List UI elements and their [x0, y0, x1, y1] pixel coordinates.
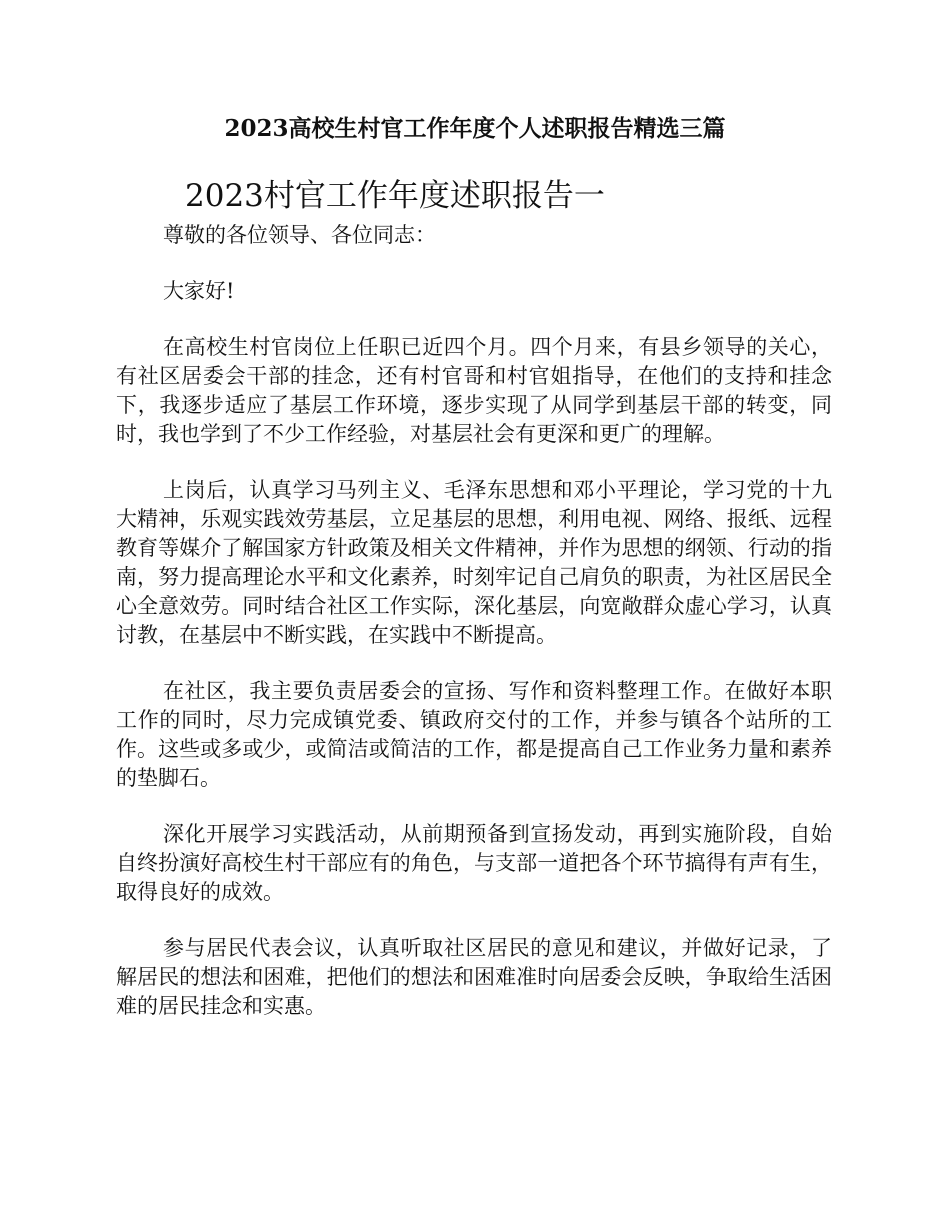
section-heading: 2023村官工作年度述职报告一	[185, 178, 605, 214]
paragraph-5: 参与居民代表会议，认真听取社区居民的意见和建议，并做好记录，了解居民的想法和困难，把他们的想法和困难准时向居委会反映，争取给生活困难的居民挂念和实惠。	[116, 936, 832, 1018]
document-body	[116, 218, 832, 1048]
salutation: 尊敬的各位领导、各位同志：	[163, 223, 436, 247]
paragraph-1: 在高校生村官岗位上任职已近四个月。四个月来，有县乡领导的关心，有社区居委会干部的挂念，还有村官哥和村官姐指导，在他们的支持和挂念下，我逐步适应了基层工作环境，逐步实现了从同学到基层干部的转变，同时，我也学到了不少工作经验，对基层社会有更深和更广的理解。	[116, 335, 832, 446]
paragraph-2: 上岗后，认真学习马列主义、毛泽东思想和邓小平理论，学习党的十九大精神，乐观实践效劳基层，立足基层的思想，利用电视、网络、报纸、远程教育等媒介了解国家方针政策及相关文件精神，并作为思想的纲领、行动的指南，努力提高理论水平和文化素养，时刻牢记自己肩负的职责，为社区居民全心全意效劳。同时结合社区工作实际，深化基层，向宽敞群众虚心学习，认真讨教，在基层中不断实践，在实践中不断提高。	[116, 478, 832, 647]
document-title: 2023高校生村官工作年度个人述职报告精选三篇	[224, 115, 726, 142]
paragraph-4: 深化开展学习实践活动，从前期预备到宣扬发动，再到实施阶段，自始自终扮演好高校生村干部应有的角色，与支部一道把各个环节搞得有声有生，取得良好的成效。	[116, 822, 832, 904]
greeting: 大家好!	[163, 279, 235, 303]
paragraph-3: 在社区，我主要负责居委会的宣扬、写作和资料整理工作。在做好本职工作的同时，尽力完成镇党委、镇政府交付的工作，并参与镇各个站所的工作。这些或多或少，或简洁或简洁的工作，都是提高自己工作业务力量和素养的垫脚石。	[116, 679, 832, 790]
